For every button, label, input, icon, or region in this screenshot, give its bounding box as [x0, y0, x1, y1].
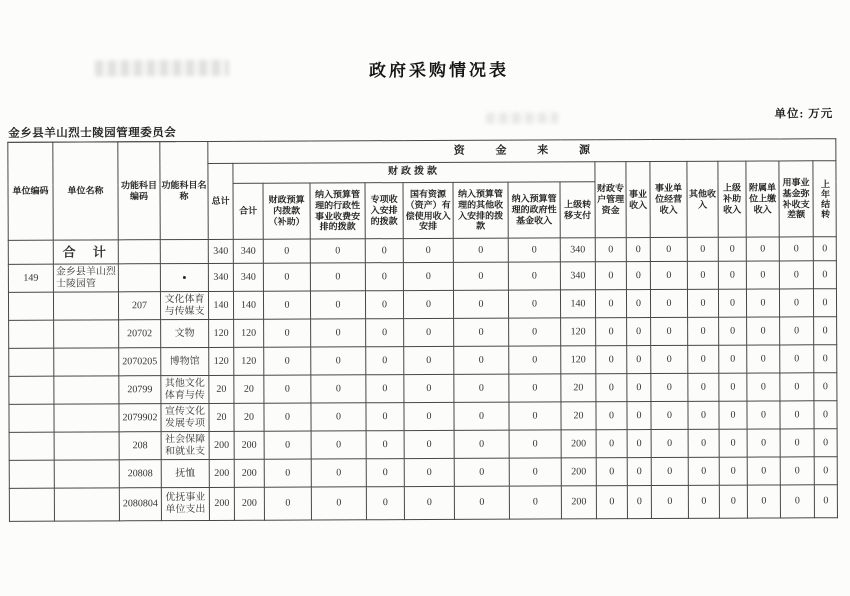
- cell-other_income_grant: 0: [454, 486, 509, 519]
- cell-fiscal_account_fund: 0: [596, 374, 627, 402]
- cell-gov_fund_income: 0: [509, 430, 561, 458]
- cell-subtotal: 200: [234, 487, 264, 520]
- cell-subtotal: 120: [234, 347, 264, 375]
- cell-prev_year_carryover: 0: [813, 261, 836, 289]
- cell-admin_fee_grant: 0: [311, 459, 366, 487]
- cell-other_income_grant: 0: [453, 262, 508, 290]
- cell-prev_year_carryover: 0: [814, 373, 837, 401]
- table-header: [8, 139, 836, 241]
- bleedthrough-artifact-center: [486, 112, 558, 123]
- cell-admin_fee_grant: 0: [310, 239, 365, 263]
- cell-business_income: 0: [627, 402, 651, 430]
- cell-gov_fund_income: 0: [509, 402, 561, 430]
- col-header-subtotal: 合计: [233, 183, 263, 239]
- cell-business_income: 0: [626, 290, 650, 318]
- cell-state_resource_income: 0: [403, 290, 453, 318]
- cell-other_income: 0: [688, 401, 719, 429]
- col-header-admin-fee-grant: 纳入预算管理的行政性事业收费安排的拨款: [310, 183, 365, 239]
- cell-unit_code: [9, 432, 54, 460]
- col-header-prev-year-carryover: 上年结转: [813, 161, 836, 237]
- cell-special_income_grant: 0: [366, 347, 404, 375]
- cell-state_resource_income: 0: [404, 486, 454, 519]
- cell-subtotal: 200: [234, 431, 264, 459]
- cell-gov_fund_income: 0: [509, 458, 561, 486]
- cell-grand_total: 340: [208, 239, 233, 263]
- cell-fiscal_account_fund: 0: [596, 402, 627, 430]
- table-row: [8, 289, 836, 321]
- cell-gov_fund_income: 0: [509, 374, 561, 402]
- cell-subordinate_remit: 0: [747, 317, 780, 345]
- cell-subordinate_remit: 0: [746, 237, 779, 261]
- col-header-superior-transfer: 上级转移支付: [560, 182, 595, 238]
- cell-other_income: 0: [687, 289, 718, 317]
- cell-func_code: 207: [118, 292, 160, 320]
- cell-special_income_grant: 0: [365, 239, 403, 263]
- cell-grand_total: 140: [208, 291, 233, 319]
- cell-other_income_grant: 0: [454, 318, 509, 346]
- cell-budget_grant: 0: [264, 347, 311, 375]
- cell-unit_code: [9, 404, 54, 432]
- cell-unit_name: [54, 348, 119, 376]
- cell-subtotal: 200: [234, 459, 264, 487]
- cell-superior_transfer: 140: [560, 290, 595, 318]
- stray-ink-mark: [183, 276, 186, 279]
- cell-subordinate_remit: 0: [746, 261, 779, 289]
- cell-func_code: [118, 240, 160, 264]
- cell-fund_gap_cover: 0: [780, 401, 814, 429]
- cell-grand_total: 20: [209, 403, 234, 431]
- cell-func_name: 优抚事业单位支出: [161, 487, 209, 520]
- cell-unit_name: [54, 488, 119, 521]
- cell-gov_fund_income: 0: [508, 262, 560, 290]
- cell-other_income_grant: 0: [454, 374, 509, 402]
- cell-superior_transfer: 200: [561, 430, 596, 458]
- cell-unit_name: 金乡县羊山烈士陵园管: [53, 264, 118, 292]
- cell-superior_transfer: 340: [560, 238, 595, 262]
- cell-budget_grant: 0: [263, 263, 310, 291]
- cell-state_resource_income: 0: [404, 374, 454, 402]
- cell-fund_gap_cover: 0: [780, 373, 814, 401]
- cell-state_resource_income: 0: [404, 430, 454, 458]
- cell-subordinate_remit: 0: [747, 373, 780, 401]
- cell-func_name: [160, 239, 208, 263]
- table-row: [9, 485, 837, 522]
- cell-fund_gap_cover: 0: [780, 457, 814, 485]
- cell-special_income_grant: 0: [366, 375, 404, 403]
- cell-special_income_grant: 0: [366, 487, 404, 520]
- cell-prev_year_carryover: 0: [813, 237, 836, 261]
- cell-special_income_grant: 0: [366, 403, 404, 431]
- cell-state_resource_income: 0: [404, 402, 454, 430]
- cell-gov_fund_income: 0: [508, 290, 560, 318]
- cell-other_income_grant: 0: [453, 238, 508, 262]
- col-header-func-code: 功能科目编码: [118, 142, 160, 240]
- cell-superior_transfer: 20: [561, 402, 596, 430]
- cell-business_income: 0: [627, 346, 651, 374]
- cell-operating_income: 0: [651, 457, 688, 485]
- cell-prev_year_carryover: 0: [814, 317, 837, 345]
- col-header-unit-name: 单位名称: [53, 142, 118, 240]
- col-header-state-resource-income: 国有资源（资产）有偿使用收入安排: [403, 182, 453, 238]
- cell-fiscal_account_fund: 0: [595, 262, 626, 290]
- cell-other_income: 0: [688, 485, 719, 518]
- cell-unit_name: 合 计: [53, 240, 118, 264]
- cell-fiscal_account_fund: 0: [596, 458, 627, 486]
- cell-business_income: 0: [627, 318, 651, 346]
- col-header-grand-total: 总计: [208, 163, 233, 239]
- cell-unit_code: [9, 320, 54, 348]
- cell-fiscal_account_fund: 0: [596, 346, 627, 374]
- col-header-operating-income: 事业单位经营收入: [650, 161, 687, 237]
- cell-operating_income: 0: [650, 237, 687, 261]
- table-row: [9, 317, 837, 349]
- col-header-fiscal-account-fund: 财政专户管理资金: [595, 162, 626, 238]
- group-header-funding-source: 资 金 来 源: [208, 139, 836, 164]
- cell-business_income: 0: [626, 262, 650, 290]
- cell-superior_transfer: 340: [560, 262, 595, 290]
- cell-other_income_grant: 0: [453, 290, 508, 318]
- cell-admin_fee_grant: 0: [310, 263, 365, 291]
- cell-other_income: 0: [688, 457, 719, 485]
- col-header-special-income-grant: 专项收入安排的拨款: [365, 183, 403, 239]
- cell-superior_subsidy: 0: [719, 373, 747, 401]
- cell-subtotal: 140: [233, 291, 263, 319]
- cell-special_income_grant: 0: [365, 291, 403, 319]
- cell-gov_fund_income: 0: [508, 238, 560, 262]
- table-row: [9, 457, 837, 489]
- cell-func_name: 文物: [161, 319, 209, 347]
- col-header-func-name: 功能科目名称: [160, 141, 208, 239]
- cell-subordinate_remit: 0: [746, 289, 779, 317]
- cell-other_income_grant: 0: [454, 458, 509, 486]
- cell-superior_transfer: 20: [561, 374, 596, 402]
- cell-superior_subsidy: 0: [718, 261, 746, 289]
- cell-superior_subsidy: 0: [718, 237, 746, 261]
- cell-gov_fund_income: 0: [509, 318, 561, 346]
- cell-grand_total: 340: [208, 263, 233, 291]
- cell-func_name: 其他文化体育与传: [161, 375, 209, 403]
- cell-subtotal: 20: [234, 403, 264, 431]
- cell-state_resource_income: 0: [403, 238, 453, 262]
- table-row: [9, 345, 837, 377]
- cell-subtotal: 340: [233, 239, 263, 263]
- cell-other_income: 0: [687, 237, 718, 261]
- cell-grand_total: 200: [209, 431, 234, 459]
- cell-budget_grant: 0: [264, 319, 311, 347]
- cell-func_code: 2080804: [119, 488, 161, 521]
- cell-operating_income: 0: [651, 401, 688, 429]
- cell-unit_name: [54, 404, 119, 432]
- cell-special_income_grant: 0: [366, 459, 404, 487]
- cell-fund_gap_cover: 0: [779, 261, 813, 289]
- table-body: [8, 237, 837, 522]
- cell-operating_income: 0: [650, 289, 687, 317]
- col-header-subordinate-remit: 附属单位上缴收入: [746, 161, 779, 237]
- cell-unit_name: [53, 292, 118, 320]
- cell-operating_income: 0: [651, 345, 688, 373]
- cell-superior_transfer: 120: [561, 346, 596, 374]
- table-row: [9, 373, 837, 405]
- cell-admin_fee_grant: 0: [311, 431, 366, 459]
- cell-unit_code: 149: [8, 264, 53, 292]
- cell-prev_year_carryover: 0: [814, 401, 837, 429]
- cell-state_resource_income: 0: [404, 318, 454, 346]
- cell-special_income_grant: 0: [366, 319, 404, 347]
- cell-fund_gap_cover: 0: [780, 485, 814, 518]
- cell-prev_year_carryover: 0: [814, 457, 837, 485]
- cell-subordinate_remit: 0: [747, 457, 780, 485]
- procurement-table: [7, 138, 838, 522]
- cell-business_income: 0: [627, 430, 651, 458]
- cell-budget_grant: 0: [264, 375, 311, 403]
- cell-subordinate_remit: 0: [747, 345, 780, 373]
- cell-prev_year_carryover: 0: [814, 485, 837, 518]
- cell-grand_total: 200: [209, 459, 234, 487]
- organization-name: 金乡县羊山烈士陵园管理委员会: [8, 124, 176, 143]
- cell-fiscal_account_fund: 0: [595, 238, 626, 262]
- cell-other_income: 0: [688, 373, 719, 401]
- cell-state_resource_income: 0: [404, 458, 454, 486]
- cell-admin_fee_grant: 0: [311, 403, 366, 431]
- cell-other_income: 0: [687, 261, 718, 289]
- cell-fiscal_account_fund: 0: [595, 290, 626, 318]
- cell-prev_year_carryover: 0: [814, 345, 837, 373]
- cell-func_name: 博物馆: [161, 347, 209, 375]
- cell-superior_subsidy: 0: [718, 289, 746, 317]
- cell-subordinate_remit: 0: [747, 429, 780, 457]
- cell-operating_income: 0: [651, 373, 688, 401]
- cell-other_income: 0: [688, 429, 719, 457]
- cell-func_code: 20799: [119, 376, 161, 404]
- cell-special_income_grant: 0: [366, 431, 404, 459]
- cell-admin_fee_grant: 0: [311, 375, 366, 403]
- cell-business_income: 0: [627, 486, 651, 519]
- cell-admin_fee_grant: 0: [310, 291, 365, 319]
- cell-gov_fund_income: 0: [509, 486, 561, 519]
- cell-grand_total: 200: [209, 487, 234, 520]
- cell-superior_transfer: 200: [561, 486, 596, 519]
- cell-budget_grant: 0: [264, 487, 311, 520]
- page-title: 政府采购情况表: [368, 60, 510, 81]
- cell-unit_code: [8, 240, 53, 264]
- cell-superior_subsidy: 0: [719, 345, 747, 373]
- cell-superior_subsidy: 0: [719, 485, 747, 518]
- col-header-budget-grant: 财政预算内拨款（补助）: [263, 183, 310, 239]
- cell-fund_gap_cover: 0: [780, 345, 814, 373]
- cell-admin_fee_grant: 0: [311, 319, 366, 347]
- cell-func_code: [118, 264, 160, 292]
- cell-prev_year_carryover: 0: [813, 289, 836, 317]
- col-header-other-income: 其他收入: [687, 161, 718, 237]
- cell-prev_year_carryover: 0: [814, 429, 837, 457]
- cell-operating_income: 0: [651, 317, 688, 345]
- col-header-unit-code: 单位编码: [8, 142, 53, 240]
- cell-state_resource_income: 0: [404, 346, 454, 374]
- cell-fund_gap_cover: 0: [780, 317, 814, 345]
- cell-subordinate_remit: 0: [747, 401, 780, 429]
- cell-state_resource_income: 0: [403, 262, 453, 290]
- group-header-fiscal-allocation: 财政拨款: [233, 162, 595, 184]
- cell-subtotal: 340: [233, 263, 263, 291]
- table-row: [8, 237, 836, 265]
- col-header-business-income: 事业收入: [626, 162, 650, 238]
- cell-business_income: 0: [627, 458, 651, 486]
- cell-fiscal_account_fund: 0: [596, 430, 627, 458]
- cell-fund_gap_cover: 0: [780, 429, 814, 457]
- cell-other_income_grant: 0: [454, 402, 509, 430]
- cell-fund_gap_cover: 0: [779, 289, 813, 317]
- col-header-gov-fund-income: 纳入预算管理的政府性基金收入: [508, 182, 560, 238]
- cell-grand_total: 120: [209, 347, 234, 375]
- cell-other_income: 0: [688, 345, 719, 373]
- cell-operating_income: 0: [651, 429, 688, 457]
- cell-other_income: 0: [688, 317, 719, 345]
- cell-grand_total: 20: [209, 375, 234, 403]
- cell-budget_grant: 0: [263, 239, 310, 263]
- cell-unit_name: [54, 320, 119, 348]
- cell-fiscal_account_fund: 0: [596, 486, 627, 519]
- cell-admin_fee_grant: 0: [311, 347, 366, 375]
- cell-fiscal_account_fund: 0: [596, 318, 627, 346]
- cell-operating_income: 0: [650, 261, 687, 289]
- table-row: [9, 401, 837, 433]
- cell-budget_grant: 0: [263, 291, 310, 319]
- cell-business_income: 0: [627, 374, 651, 402]
- cell-superior_subsidy: 0: [719, 401, 747, 429]
- col-header-other-income-grant: 纳入预算管理的其他收入安排的拨款: [453, 182, 508, 238]
- col-header-fund-gap-cover: 用事业基金弥补收支差额: [779, 161, 813, 237]
- cell-superior_subsidy: 0: [719, 317, 747, 345]
- cell-func_name: 抚恤: [161, 459, 209, 487]
- cell-subordinate_remit: 0: [747, 485, 780, 518]
- cell-business_income: 0: [626, 238, 650, 262]
- cell-func_code: 208: [119, 432, 161, 460]
- table-row: [8, 261, 836, 293]
- cell-unit_code: [8, 292, 53, 320]
- cell-unit_name: [54, 460, 119, 488]
- cell-superior_transfer: 120: [561, 318, 596, 346]
- cell-func_code: 2079902: [119, 404, 161, 432]
- cell-other_income_grant: 0: [454, 430, 509, 458]
- cell-gov_fund_income: 0: [509, 346, 561, 374]
- cell-subtotal: 120: [234, 319, 264, 347]
- cell-unit_code: [9, 348, 54, 376]
- cell-func_name: 宣传文化发展专项: [161, 403, 209, 431]
- cell-operating_income: 0: [651, 485, 688, 518]
- cell-budget_grant: 0: [264, 459, 311, 487]
- cell-func_code: 2070205: [119, 348, 161, 376]
- cell-unit_name: [54, 376, 119, 404]
- unit-of-measure-label: 单位: 万元: [774, 108, 834, 121]
- cell-unit_code: [9, 376, 54, 404]
- cell-func_name: 文化体育与传媒支: [160, 291, 208, 319]
- cell-fund_gap_cover: 0: [779, 237, 813, 261]
- col-header-superior-subsidy: 上级补助收入: [718, 161, 746, 237]
- cell-func_code: 20702: [119, 320, 161, 348]
- cell-budget_grant: 0: [264, 403, 311, 431]
- cell-subtotal: 20: [234, 375, 264, 403]
- cell-grand_total: 120: [209, 319, 234, 347]
- cell-unit_code: [9, 488, 54, 521]
- cell-superior_subsidy: 0: [719, 429, 747, 457]
- cell-admin_fee_grant: 0: [311, 487, 366, 520]
- cell-func_name: [160, 263, 208, 291]
- cell-special_income_grant: 0: [365, 263, 403, 291]
- cell-superior_subsidy: 0: [719, 457, 747, 485]
- cell-func_name: 社会保障和就业支: [161, 431, 209, 459]
- cell-unit_code: [9, 460, 54, 488]
- cell-budget_grant: 0: [264, 431, 311, 459]
- cell-superior_transfer: 200: [561, 458, 596, 486]
- cell-other_income_grant: 0: [454, 346, 509, 374]
- table-row: [9, 429, 837, 461]
- cell-unit_name: [54, 432, 119, 460]
- cell-func_code: 20808: [119, 460, 161, 488]
